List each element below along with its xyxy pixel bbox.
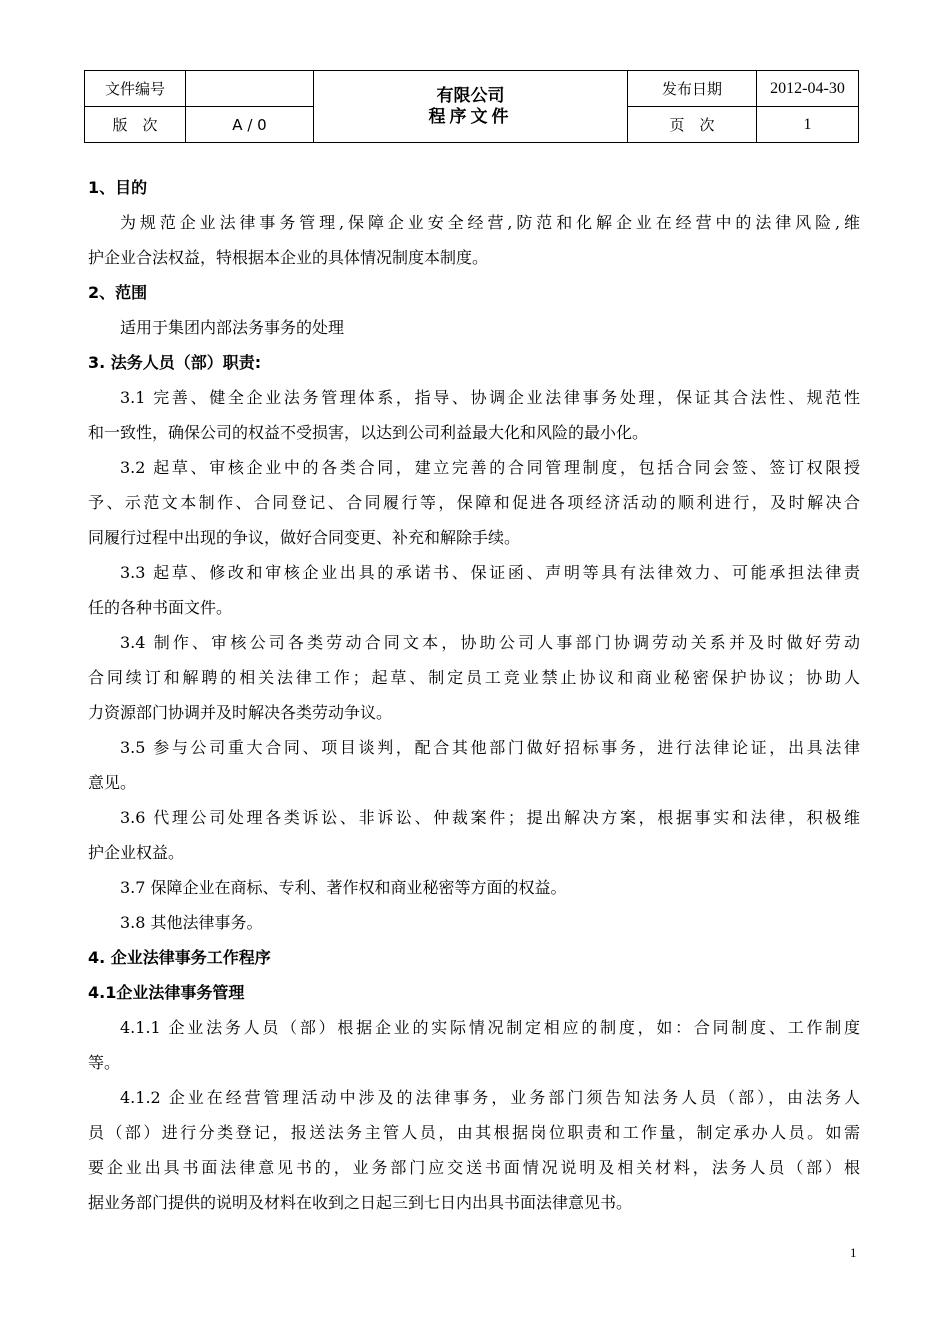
- paragraph-line: 和一致性，确保公司的权益不受损害，以达到公司利益最大化和风险的最小化。: [88, 423, 649, 442]
- company-name: 有限公司: [436, 85, 505, 106]
- paragraph-line: 3.6 代理公司处理各类诉讼、非诉讼、仲裁案件；提出解决方案，根据事实和法律，积极维: [120, 808, 860, 827]
- paragraph-line: 3.8 其他法律事务。: [120, 913, 263, 932]
- doc-number-label: 文件编号: [85, 71, 186, 107]
- paragraph-line: 为规范企业法律事务管理,保障企业安全经营,防范和化解企业在经营中的法律风险,维: [120, 213, 860, 232]
- version-value: A / 0: [186, 107, 314, 143]
- paragraph-line: 3.3 起草、修改和审核企业出具的承诺书、保证函、声明等具有法律效力、可能承担法律责: [120, 563, 860, 582]
- paragraph-line: 要企业出具书面法律意见书的，业务部门应交送书面情况说明及相关材料，法务人员（部）根: [88, 1158, 860, 1177]
- page-number: 1: [850, 1245, 857, 1260]
- document-header-table: [84, 70, 859, 143]
- paragraph-line: 护企业权益。: [88, 843, 185, 862]
- paragraph-line: 3.2 起草、审核企业中的各类合同，建立完善的合同管理制度，包括合同会签、签订权限授: [120, 458, 860, 477]
- document-type: 程序文件: [428, 106, 513, 127]
- document-body: [88, 170, 860, 1220]
- paragraph-line: 力资源部门协调并及时解决各类劳动争议。: [88, 703, 393, 722]
- page-label: 页 次: [628, 107, 757, 143]
- section-heading: 4.1企业法律事务管理: [88, 983, 245, 1002]
- publish-date-label: 发布日期: [628, 71, 757, 107]
- section-heading: 2、范围: [88, 283, 148, 302]
- paragraph-line: 同履行过程中出现的争议，做好合同变更、补充和解除手续。: [88, 528, 521, 547]
- section-heading: 1、目的: [88, 178, 148, 197]
- paragraph-line: 予、示范文本制作、合同登记、合同履行等，保障和促进各项经济活动的顺利进行，及时解决合: [88, 493, 860, 512]
- publish-date-value: 2012-04-30: [757, 71, 859, 107]
- paragraph-line: 护企业合法权益，特根据本企业的具体情况制度本制度。: [88, 248, 489, 267]
- page-value: 1: [757, 107, 859, 143]
- version-label: 版 次: [85, 107, 186, 143]
- paragraph-line: 3.4 制作、审核公司各类劳动合同文本，协助公司人事部门协调劳动关系并及时做好劳动: [120, 633, 860, 652]
- document-title: [314, 71, 628, 143]
- paragraph-line: 合同续订和解聘的相关法律工作；起草、制定员工竞业禁止协议和商业秘密保护协议；协助人: [88, 668, 860, 687]
- paragraph-line: 3.5 参与公司重大合同、项目谈判，配合其他部门做好招标事务，进行法律论证，出具法律: [120, 738, 860, 757]
- doc-number-value: [186, 71, 314, 107]
- paragraph-line: 适用于集团内部法务事务的处理: [120, 318, 345, 337]
- paragraph-line: 员（部）进行分类登记，报送法务主管人员，由其根据岗位职责和工作量，制定承办人员。如需: [88, 1123, 860, 1142]
- paragraph-line: 4.1.2 企业在经营管理活动中涉及的法律事务，业务部门须告知法务人员（部），由法务人: [120, 1088, 860, 1107]
- paragraph-line: 等。: [88, 1053, 121, 1072]
- paragraph-line: 据业务部门提供的说明及材料在收到之日起三到七日内出具书面法律意见书。: [88, 1193, 633, 1212]
- paragraph-line: 意见。: [88, 773, 137, 792]
- section-heading: 3. 法务人员（部）职责:: [88, 353, 262, 372]
- paragraph-line: 3.7 保障企业在商标、专利、著作权和商业秘密等方面的权益。: [120, 878, 567, 897]
- paragraph-line: 任的各种书面文件。: [88, 598, 233, 617]
- paragraph-line: 4.1.1 企业法务人员（部）根据企业的实际情况制定相应的制度，如：合同制度、工作制度: [120, 1018, 860, 1037]
- section-heading: 4. 企业法律事务工作程序: [88, 948, 271, 967]
- paragraph-line: 3.1 完善、健全企业法务管理体系，指导、协调企业法律事务处理，保证其合法性、规范性: [120, 388, 860, 407]
